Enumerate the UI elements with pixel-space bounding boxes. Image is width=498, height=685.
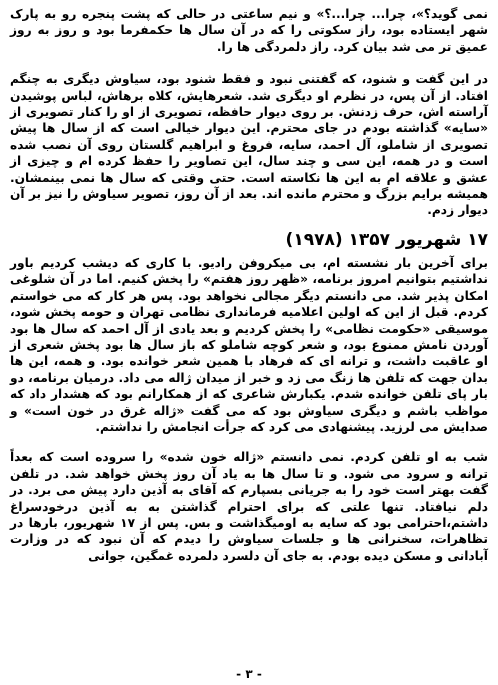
paragraph-2: در این گفت و شنود، که گفتنی نبود و فقط شنود بود، سیاوش دیگری به چنگم افتاد. از آن پس، در نظرم او دیگری شد. شعرهایش، کلاه برهاش، لباس پوشیدن آراسته اش، حرف زدنش. بر روی دیوار حافظه، تصویری از او را کنار تصویری از «سایه» گذاشته بودم در جای محترم. این دیوار خیالی است که از سال ها پیش تصویری از شاملو، آل احمد، سایه، فروغ و ابراهیم گلستان روی آن نصب شده است و در همه، این سی و چند سال، این تصاویر را حفظ کرده ام و چیزی از عشق و علاقه ام به این ها نکاسته است. حتی وقتی که سال ها نمی بینمشان. همیشه برایم بزرگ و محترم مانده اند. بعد از آن روز، تصویر سیاوش را نیز بر آن دیوار زدم. [10,72,488,218]
paragraph-1: نمی گوید؟»، چرا... چرا...؟» و نیم ساعتی در حالی که پشت پنجره رو به پارک شهر ایستاده بود، راز سکوتی را که در آن سال ها حکمفرما بود و روز به روز عمیق تر می شد بیان کرد. راز دلمردگی ها را. [10,7,488,54]
section-heading: ۱۷ شهریور ۱۳۵۷ (۱۹۷۸) [285,229,488,250]
paragraph-4: شب به او تلفن کردم. نمی دانستم «ژاله خون شده» را سروده است که بعداً ترانه و سرود می شود. و تا سال ها به یاد آن روز پخش خواهد شد. در تلفن گفت بهتر است خود را به جریانی بسپارم که آقای به آذین دارد پیش می برد. در دلم نیافتاد. تنها علتی که برای احترام گذاشتن به به آذین درخودسراغ داشتم،احترامی بود که سایه به اومیگذاشت و بس. پس از ۱۷ شهریور، بارها در تظاهرات، سخنرانی ها و جلسات سیاوش را دیدم که آن نبود که در وزارت آبادانی و مسکن دیده بودم. به جای آن دلسرد دلمرده غمگین، جوانی [10,450,489,563]
page-number: - ۳ - [236,667,262,681]
paragraph-3: برای آخرین بار نشسته ام، بی میکروفن رادیو. با کاری که دیشب کردیم باور نداشتیم بتوانیم امروز برنامه، «ظهر روز هفتم» را پخش کنیم. اما در آن شلوغی امکان پذیر شد. می دانستم دیگر مجالی نخواهد بود. پس هر کار که می خواستم کردم. قبل از این که اولین اعلامیه فرمانداری نظامی تهران و حومه پخش شود، موسیقی «حکومت نظامی» را پخش کردیم و بعد یادی از آل احمد که سال ها بود آوردن نامش ممنوع بود، و شعر کوچه شاملو که باز سال ها بود پخش شعری از او عاقبت داشت، و ترانه ای که فرهاد با همین شعر خوانده بود. و همه، این ها بدان جهت که تلفن ها زنگ می زد و خبر از میدان ژاله می داد. درمیان برنامه، دو بار پای تلفن خوانده شدم. یکبارش شاعری که از همکارانم بود که هشدار داد که مواظب باشم و دیگری سیاوش بود که می گفت «ژاله غرق در خون است» و صدایش می لرزید. پیشنهادی می کرد که جرأت انجامش را نداشتم. [10,255,488,434]
